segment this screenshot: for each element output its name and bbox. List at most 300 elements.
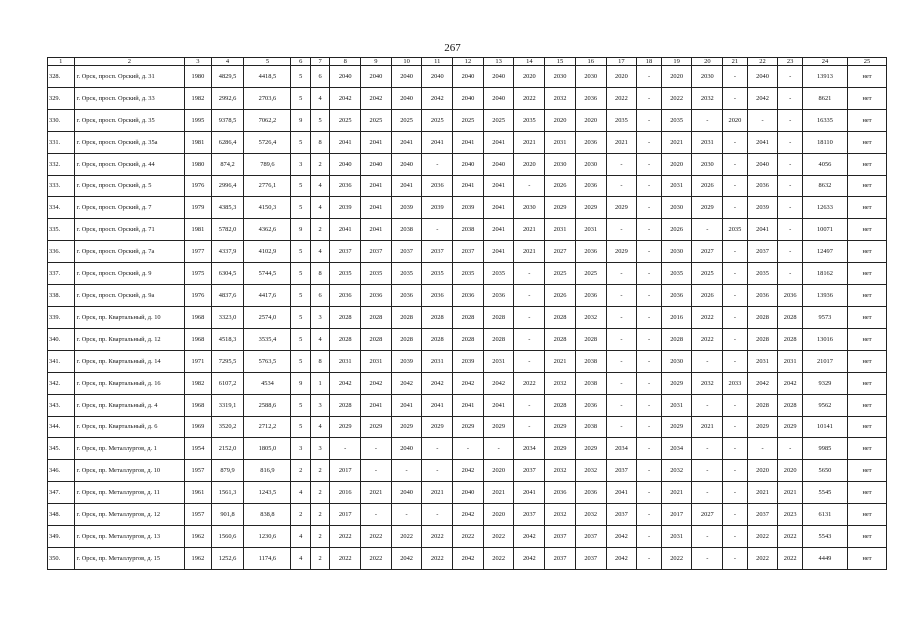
table-cell: - [514,416,545,438]
table-cell: нет [847,219,886,241]
table-cell: 2038 [575,350,606,372]
table-cell: - [723,504,748,526]
table-cell: 2028 [545,306,576,328]
table-cell: 2031 [330,350,361,372]
table-cell: нет [847,328,886,350]
table-cell: 2041 [422,394,453,416]
table-cell: 2152,0 [211,438,244,460]
table-cell: - [778,66,803,88]
table-cell: 2025 [453,109,484,131]
table-cell: 6304,5 [211,263,244,285]
table-cell: 879,9 [211,460,244,482]
table-cell: 1975 [185,263,212,285]
table-cell: - [606,285,637,307]
address-cell: г. Орск, просп. Орский, д. 9 [74,263,185,285]
table-cell: 5726,4 [244,131,291,153]
table-cell: - [692,547,723,569]
table-cell: 2029 [545,438,576,460]
table-cell: 2022 [606,87,637,109]
table-cell: 2037 [453,241,484,263]
table-cell: 2038 [575,416,606,438]
table-cell: 2040 [361,66,392,88]
table-cell: 2041 [361,175,392,197]
table-cell: 4 [310,328,329,350]
table-cell: 7295,5 [211,350,244,372]
table-cell: - [637,416,662,438]
table-cell: 2 [310,153,329,175]
table-cell: 5 [291,394,310,416]
table-cell: 2029 [661,372,692,394]
table-cell: 4417,6 [244,285,291,307]
table-cell: 2031 [661,394,692,416]
row-number-cell: 332. [48,153,75,175]
table-cell: 2022 [453,526,484,548]
table-cell: - [514,263,545,285]
table-cell: 2037 [391,241,422,263]
table-cell: 1252,6 [211,547,244,569]
table-cell: 13913 [802,66,847,88]
table-cell: нет [847,66,886,88]
table-cell: 2042 [330,87,361,109]
table-cell: 12497 [802,241,847,263]
table-cell: 2041 [483,131,514,153]
table-cell: нет [847,482,886,504]
table-cell: - [637,109,662,131]
table-cell: 2036 [483,285,514,307]
table-cell: 2039 [453,350,484,372]
table-cell: 2028 [330,306,361,328]
table-cell: 1979 [185,197,212,219]
table-cell: 2035 [723,219,748,241]
table-cell: 6 [310,285,329,307]
table-cell: 2028 [391,328,422,350]
table-cell: 2041 [483,241,514,263]
table-cell: 2031 [483,350,514,372]
row-number-cell: 345. [48,438,75,460]
table-cell: 2028 [747,394,778,416]
table-row [48,153,887,175]
table-cell: 4 [310,241,329,263]
table-row [48,416,887,438]
table-cell: 2026 [692,175,723,197]
table-cell: 4362,6 [244,219,291,241]
table-cell: 2021 [514,241,545,263]
table-cell: - [692,219,723,241]
table-row [48,438,887,460]
table-cell: 2021 [747,482,778,504]
table-cell: 2040 [747,153,778,175]
table-cell: 2029 [575,438,606,460]
table-cell: - [391,504,422,526]
table-cell: 2042 [422,372,453,394]
table-cell: 2041 [391,175,422,197]
table-cell: - [692,438,723,460]
address-cell: г. Орск, просп. Орский, д. 71 [74,219,185,241]
table-cell: 5 [291,197,310,219]
table-cell: 2 [310,526,329,548]
table-cell: 2036 [545,482,576,504]
table-cell: 2030 [545,153,576,175]
table-cell: 2042 [391,547,422,569]
table-cell: - [637,263,662,285]
table-cell: 2028 [747,328,778,350]
row-number-cell: 335. [48,219,75,241]
table-cell: 2036 [747,285,778,307]
row-number-cell: 329. [48,87,75,109]
table-cell: - [606,394,637,416]
table-row [48,372,887,394]
table-cell: 2020 [483,460,514,482]
table-row [48,394,887,416]
table-cell: 3535,4 [244,328,291,350]
table-cell: 2042 [453,372,484,394]
column-header: 19 [661,58,692,66]
table-cell: 2026 [545,285,576,307]
table-cell: - [606,328,637,350]
table-cell: - [637,285,662,307]
row-number-cell: 338. [48,285,75,307]
row-number-cell: 334. [48,197,75,219]
table-cell: - [778,241,803,263]
table-cell: 2041 [361,219,392,241]
column-header: 11 [422,58,453,66]
table-row [48,285,887,307]
table-cell: 2041 [747,131,778,153]
table-cell: 5 [291,131,310,153]
table-cell: - [637,197,662,219]
table-cell: 2041 [483,394,514,416]
table-cell: 1243,5 [244,482,291,504]
table-cell: 4829,5 [211,66,244,88]
table-cell: 2029 [606,197,637,219]
table-cell: 2041 [330,219,361,241]
table-cell: - [723,460,748,482]
table-cell: 2042 [606,526,637,548]
table-cell: 2029 [330,416,361,438]
column-header: 8 [330,58,361,66]
table-cell: 2031 [747,350,778,372]
table-cell: нет [847,263,886,285]
table-cell: - [514,394,545,416]
table-cell: 2029 [391,416,422,438]
table-cell: - [637,482,662,504]
table-cell: - [723,547,748,569]
table-cell: 1962 [185,526,212,548]
table-cell: - [778,175,803,197]
table-cell: нет [847,109,886,131]
table-cell: 2040 [391,153,422,175]
table-cell: 2021 [361,482,392,504]
table-cell: 2041 [391,394,422,416]
table-cell: 2042 [453,504,484,526]
table-cell: 2029 [422,416,453,438]
table-cell: - [606,219,637,241]
row-number-cell: 343. [48,394,75,416]
table-cell: 2020 [723,109,748,131]
table-cell: 2 [310,547,329,569]
table-cell: - [723,438,748,460]
table-cell: 2038 [453,219,484,241]
row-number-cell: 333. [48,175,75,197]
table-cell: 2039 [330,197,361,219]
table-cell: - [723,285,748,307]
table-cell: - [422,460,453,482]
table-cell: 2042 [391,372,422,394]
table-cell: 2026 [661,219,692,241]
table-cell: - [361,460,392,482]
table-cell: 789,6 [244,153,291,175]
table-cell: 3 [291,438,310,460]
table-cell: - [514,175,545,197]
address-cell: г. Орск, пр. Металлургов, д. 11 [74,482,185,504]
table-cell: 2037 [330,241,361,263]
housing-register-table [47,57,887,570]
address-cell: г. Орск, пр. Металлургов, д. 1 [74,438,185,460]
table-cell: 4534 [244,372,291,394]
table-cell: 2042 [453,460,484,482]
row-number-cell: 347. [48,482,75,504]
table-row [48,526,887,548]
table-cell: 4 [291,526,310,548]
table-cell: 2041 [483,219,514,241]
table-cell: 2027 [692,241,723,263]
table-cell: 2032 [575,460,606,482]
table-cell: 4385,3 [211,197,244,219]
table-cell: 5650 [802,460,847,482]
table-cell: 4418,5 [244,66,291,88]
table-cell: 2992,6 [211,87,244,109]
table-cell: 3 [310,306,329,328]
table-cell: 2032 [545,372,576,394]
table-cell: 6131 [802,504,847,526]
table-cell: 2031 [692,131,723,153]
table-cell: 2035 [391,263,422,285]
table-cell: 2037 [575,547,606,569]
table-cell: 2040 [453,153,484,175]
table-cell: 2036 [330,175,361,197]
table-cell: 2028 [545,328,576,350]
row-number-cell: 350. [48,547,75,569]
table-cell: 2032 [545,460,576,482]
table-cell: 2022 [692,306,723,328]
table-cell: 2042 [453,547,484,569]
table-cell: 2 [291,504,310,526]
table-cell: 2030 [575,153,606,175]
table-cell: - [637,219,662,241]
table-cell: - [723,350,748,372]
table-cell: 2032 [545,504,576,526]
table-cell: 2022 [422,547,453,569]
table-cell: 2032 [545,87,576,109]
table-cell: - [606,153,637,175]
table-cell: 8632 [802,175,847,197]
table-cell: 2038 [391,219,422,241]
table-cell: - [723,66,748,88]
table-cell: 2021 [545,350,576,372]
table-cell: 2029 [361,416,392,438]
table-cell: 2022 [692,328,723,350]
table-cell: 2041 [483,197,514,219]
table-cell: 18162 [802,263,847,285]
table-cell: 2029 [606,241,637,263]
table-cell: 4449 [802,547,847,569]
table-cell: 1805,0 [244,438,291,460]
table-cell: 1968 [185,306,212,328]
table-cell: 2022 [422,526,453,548]
table-cell: 2040 [747,66,778,88]
table-cell: 4 [310,175,329,197]
table-cell: - [778,153,803,175]
table-cell: 2037 [747,241,778,263]
table-cell: 2028 [391,306,422,328]
table-cell: 2039 [747,197,778,219]
address-cell: г. Орск, просп. Орский, д. 33 [74,87,185,109]
table-cell: 2034 [661,438,692,460]
table-cell: нет [847,87,886,109]
table-cell: 2021 [514,219,545,241]
column-header: 21 [723,58,748,66]
table-cell: 4056 [802,153,847,175]
table-cell: 2040 [453,87,484,109]
column-header: 14 [514,58,545,66]
table-cell: - [747,109,778,131]
table-cell: 4 [310,416,329,438]
table-cell: 2030 [661,241,692,263]
table-cell: 2021 [606,131,637,153]
table-cell: 2037 [361,241,392,263]
table-cell: - [637,504,662,526]
table-cell: 2028 [747,306,778,328]
table-row [48,131,887,153]
table-cell: 5 [291,263,310,285]
table-cell: 4 [310,87,329,109]
table-row [48,175,887,197]
table-cell: - [391,460,422,482]
address-cell: г. Орск, просп. Орский, д. 7а [74,241,185,263]
table-cell: - [778,219,803,241]
table-cell: 2022 [330,526,361,548]
table-cell: 2016 [330,482,361,504]
table-cell: нет [847,285,886,307]
table-cell: 2022 [661,547,692,569]
table-cell: нет [847,350,886,372]
row-number-cell: 339. [48,306,75,328]
table-cell: 2703,6 [244,87,291,109]
table-row [48,482,887,504]
table-cell: 5 [291,328,310,350]
table-cell: 6286,4 [211,131,244,153]
table-cell: 2042 [483,372,514,394]
table-cell: 2 [310,482,329,504]
table-cell: - [637,306,662,328]
table-cell: 2035 [483,263,514,285]
column-header: 4 [211,58,244,66]
row-number-cell: 344. [48,416,75,438]
table-cell: 2037 [747,504,778,526]
table-cell: 2017 [330,460,361,482]
table-cell: 2039 [453,197,484,219]
table-cell: 8 [310,131,329,153]
address-cell: г. Орск, пр. Металлургов, д. 13 [74,526,185,548]
table-cell: 874,2 [211,153,244,175]
table-cell: 2588,6 [244,394,291,416]
column-header: 2 [74,58,185,66]
column-header: 1 [48,58,75,66]
table-cell: 2031 [545,131,576,153]
table-cell: 2036 [575,285,606,307]
table-cell: 2040 [391,482,422,504]
table-cell: - [514,306,545,328]
table-body [48,66,887,570]
table-cell: 2032 [692,372,723,394]
table-cell: 10071 [802,219,847,241]
table-cell: 1969 [185,416,212,438]
address-cell: г. Орск, просп. Орский, д. 31 [74,66,185,88]
table-cell: - [778,197,803,219]
table-cell: 5 [291,175,310,197]
table-cell: 2037 [545,526,576,548]
column-header: 7 [310,58,329,66]
table-cell: 5782,0 [211,219,244,241]
table-cell: нет [847,460,886,482]
table-cell: 2020 [747,460,778,482]
table-cell: 2030 [545,66,576,88]
table-cell: нет [847,153,886,175]
table-cell: 2035 [361,263,392,285]
table-cell: 2022 [330,547,361,569]
table-cell: 2025 [391,109,422,131]
row-number-cell: 349. [48,526,75,548]
table-cell: 1982 [185,372,212,394]
table-cell: 9573 [802,306,847,328]
table-cell: - [637,175,662,197]
table-cell: - [606,263,637,285]
table-cell: 2035 [453,263,484,285]
table-row [48,263,887,285]
table-cell: 2036 [422,285,453,307]
address-cell: г. Орск, просп. Орский, д. 7 [74,197,185,219]
table-cell: 2040 [330,66,361,88]
table-row [48,504,887,526]
table-cell: 2030 [692,66,723,88]
table-cell: - [723,328,748,350]
table-cell: - [692,526,723,548]
table-cell: 2029 [692,197,723,219]
table-row [48,66,887,88]
table-cell: - [637,526,662,548]
column-header: 10 [391,58,422,66]
table-cell: 2041 [483,175,514,197]
table-cell: - [723,263,748,285]
table-cell: - [514,328,545,350]
address-cell: г. Орск, просп. Орский, д. 5 [74,175,185,197]
table-cell: 2035 [422,263,453,285]
table-cell: - [422,153,453,175]
table-cell: 2042 [330,372,361,394]
table-cell: 2020 [483,504,514,526]
table-cell: - [606,175,637,197]
table-cell: 2028 [778,306,803,328]
table-cell: 2022 [747,526,778,548]
table-row [48,109,887,131]
table-cell: - [692,460,723,482]
table-cell: 2036 [361,285,392,307]
table-cell: 2022 [778,526,803,548]
table-row [48,547,887,569]
table-cell: 2035 [661,263,692,285]
table-cell: - [514,350,545,372]
table-cell: - [778,87,803,109]
